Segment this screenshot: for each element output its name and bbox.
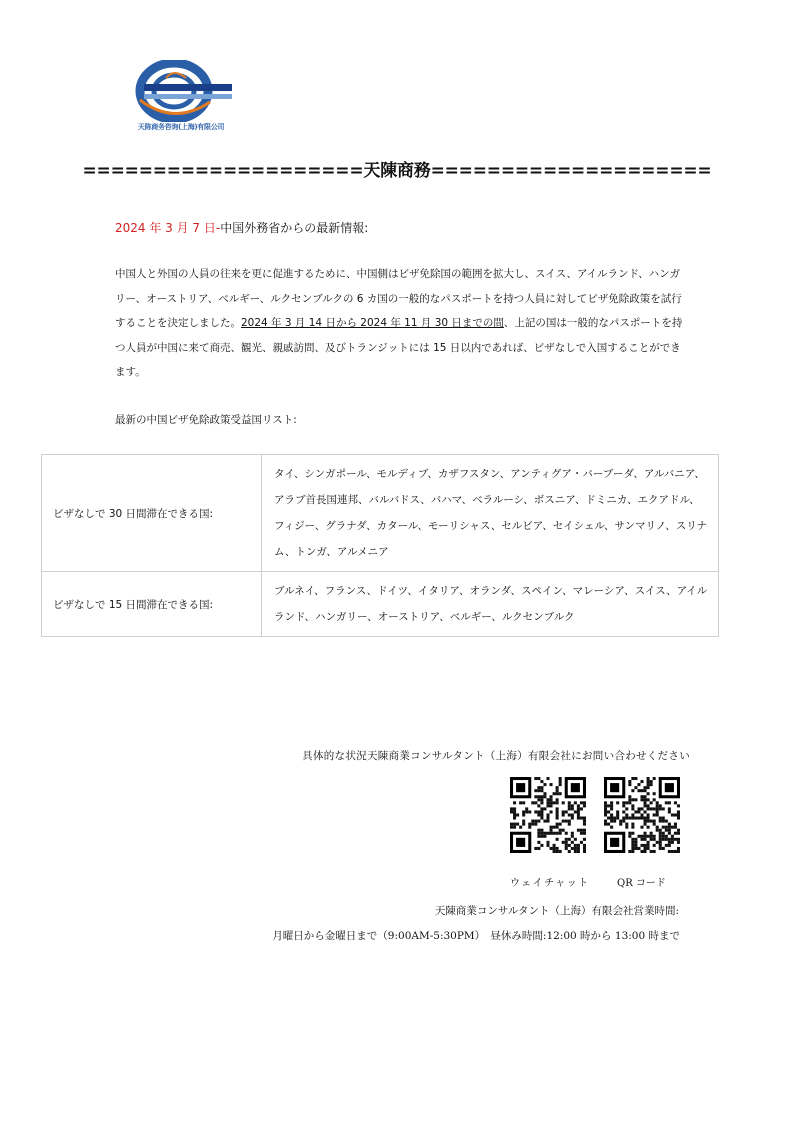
company-logo xyxy=(116,60,246,135)
table-cell-countries: タイ、シンガポール、モルディブ、カザフスタン、アンティグア・バーブーダ、アルバニア、アラブ首長国連邦、バルバドス、バハマ、ベラルーシ、ボスニア、ドミニカ、エクアドル、フィジー、グラナダ、カタール、モーリシャス、セルビア、セイシェル、サンマリノ、スリナム、トンガ、アルメニア xyxy=(262,455,719,572)
table-cell-category: ビザなしで 15 日間滞在できる国: xyxy=(42,572,262,637)
qr-code-label: QR コード xyxy=(617,878,666,889)
logo-company-name: 天陈商务咨询(上海)有限公司 xyxy=(137,123,225,131)
wechat-qr-icon xyxy=(510,777,586,853)
paragraph-period: 2024 年 3 月 14 日から 2024 年 11 月 30 日までの間 xyxy=(241,317,504,329)
paragraph-part1: 中国人と外国の人員の往来を更に促進するために、中国側はビザ免除国の範囲を拡大し、スイス、アイルランド、ハンガリー、オーストリア、ベルギー、ルクセンブルクの 6 カ国の一般的なパスポートを持つ人員に対してビザ免除政策を試行することを決定しました。 xyxy=(115,268,682,329)
table-row xyxy=(42,572,719,637)
paragraph-part2: 、上記の国は一般的なパスポートを持つ人員が中国に来て商売、観光、親戚訪問、及びトランジットには 15 日以内であれば、ビザなしで入国することができます。 xyxy=(115,317,683,378)
qr-code-icon xyxy=(604,777,680,853)
contact-note: 具体的な状況天陳商業コンサルタント（上海）有限会社にお問い合わせください xyxy=(302,750,690,762)
business-hours: 月曜日から金曜日まで（9:00AM-5:30PM） 昼休み時間:12:00 時から 13:00 時まで xyxy=(272,930,680,942)
table-cell-countries: ブルネイ、フランス、ドイツ、イタリア、オランダ、スペイン、マレーシア、スイス、アイルランド、ハンガリー、オーストリア、ベルギー、ルクセンブルク xyxy=(262,572,719,637)
table-cell-category: ビザなしで 30 日間滞在できる国: xyxy=(42,455,262,572)
policy-paragraph xyxy=(115,262,690,385)
announcement-headline: 中国外務省からの最新情報: xyxy=(220,221,369,235)
table-row xyxy=(42,455,719,572)
list-title: 最新の中国ビザ免除政策受益国リスト: xyxy=(115,414,297,426)
announcement-line xyxy=(115,219,368,236)
announcement-date: 2024 年 3 月 7 日 xyxy=(115,221,216,235)
business-hours-title: 天陳商業コンサルタント（上海）有限会社営業時間: xyxy=(434,905,679,917)
visa-table xyxy=(41,454,719,637)
logo-emblem-icon xyxy=(126,60,236,122)
wechat-qr-label: ウェイチャット xyxy=(510,878,590,889)
page-title: ====================天陳商務==================== xyxy=(82,161,712,181)
announcement-dash: - xyxy=(215,221,221,235)
